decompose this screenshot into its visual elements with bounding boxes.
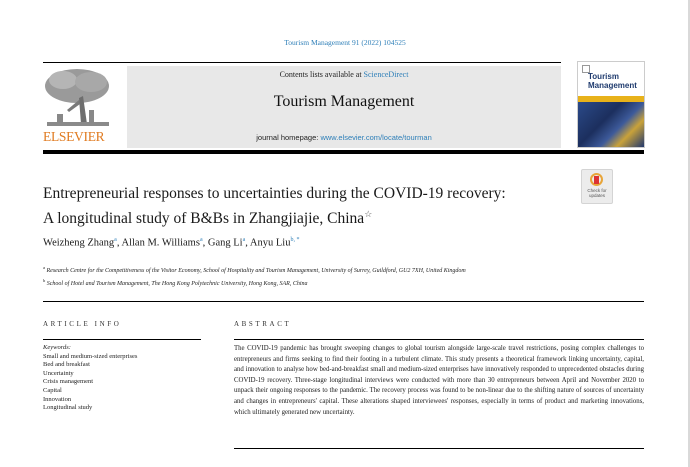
badge-line1: Check for: [587, 188, 607, 193]
keyword-item: Uncertainty: [43, 369, 74, 377]
author-affil-mark[interactable]: b, *: [290, 237, 300, 243]
check-for-updates-button[interactable]: [581, 169, 613, 204]
article-info-rule: [43, 339, 201, 340]
cover-title-line2: Management: [588, 81, 637, 90]
keywords-label: Keywords:: [43, 344, 71, 351]
abstract-heading: ABSTRACT: [234, 320, 292, 328]
journal-homepage-link[interactable]: www.elsevier.com/locate/tourman: [320, 133, 432, 142]
author-affil-mark[interactable]: a: [114, 237, 117, 243]
affiliation-mark: a: [43, 265, 45, 270]
sciencedirect-link[interactable]: ScienceDirect: [363, 70, 409, 79]
affiliation-mark: b: [43, 278, 46, 283]
cover-title-line1: Tourism: [588, 72, 619, 81]
abstract-text: The COVID-19 pandemic has brought sweeping changes to global tourism alongside large-scale travel restrictions, posing complex challenges to entrepreneurs and firms seeking to find their footing in a turbulent climate. This study presents a theoretical framework linking uncertainty, capital, and innovation to analyse how bed-and-breakfast small and medium-sized enterprises have innovatively responded to unprecedented obstacles during COVID-19 recovery. Three-stage longitudinal interviews were conducted with more than 30 entrepreneurs between April and November 2020 to unpack their ongoing responses to the pandemic. The recovery process was found to be non-linear due to the shifting nature of sources of uncertainty and changes in entrepreneurs' capital. These alterations shaped interviewees' responses, especially in terms of product and marketing innovations, which ultimately generated new uncertainty.: [234, 345, 644, 416]
abstract-bottom-rule: [234, 448, 644, 449]
author-name[interactable]: Allan M. Williams: [121, 237, 200, 249]
keyword-item: Bed and breakfast: [43, 361, 90, 369]
article-title-line2-wrap: [43, 204, 583, 229]
affiliation-item: [43, 276, 588, 289]
author-name[interactable]: Anyu Liu: [249, 237, 291, 249]
keyword-item: Capital: [43, 386, 62, 394]
affiliation-item: [43, 263, 588, 276]
keyword-item: Longitudinal study: [43, 404, 93, 412]
article-title-line1: Entrepreneurial responses to uncertainties during the COVID-19 recovery:: [43, 185, 506, 202]
keyword-item: Crisis management: [43, 378, 94, 386]
contents-prefix: Contents lists available at: [279, 70, 364, 79]
keyword-item: Small and medium-sized enterprises: [43, 352, 138, 360]
journal-banner: [127, 66, 561, 148]
header-thick-rule: [43, 150, 644, 154]
header-rule: [43, 62, 561, 63]
check-for-updates-label: [582, 188, 612, 198]
affiliations: [43, 263, 588, 289]
elsevier-tree-icon: [43, 66, 113, 130]
article-title: [43, 184, 583, 229]
author-name[interactable]: Gang Li: [207, 237, 243, 249]
author-name[interactable]: Weizheng Zhang: [43, 237, 115, 249]
elsevier-logo[interactable]: [43, 66, 113, 148]
update-bookmark-icon: [594, 176, 599, 184]
abstract-rule: [234, 339, 644, 340]
homepage-line: [127, 133, 561, 142]
affiliation-rule: [43, 301, 644, 302]
journal-title: Tourism Management: [273, 93, 415, 110]
journal-citation[interactable]: Tourism Management 91 (2022) 104525: [284, 38, 406, 47]
journal-cover-image[interactable]: [577, 61, 645, 148]
contents-line: [127, 70, 561, 79]
author-separator: ,: [116, 237, 122, 249]
keyword-item: Innovation: [43, 395, 72, 403]
elsevier-wordmark: ELSEVIER: [43, 129, 105, 144]
author-affil-mark[interactable]: a: [199, 237, 203, 243]
author-separator: ,: [245, 237, 250, 249]
cover-photo: [578, 102, 644, 147]
affiliation-text: Research Centre for the Competitiveness of the Visitor Economy, School of Hospitality and Tourism Management, University of Surrey, Guildford, GU2 7XH, United Kingdom: [46, 268, 466, 274]
title-footnote-star[interactable]: ☆: [364, 209, 373, 219]
article-title-line2: A longitudinal study of B&Bs in Zhangjiajie, China: [43, 210, 365, 228]
author-affil-mark[interactable]: a: [242, 237, 246, 243]
badge-line2: updates: [588, 193, 605, 198]
cover-title: [588, 72, 637, 90]
keywords-list: [43, 344, 213, 413]
homepage-prefix: journal homepage:: [256, 133, 321, 142]
affiliation-text: School of Hotel and Tourism Management, The Hong Kong Polytechnic University, Hong Kong, SAR, China: [46, 281, 308, 287]
author-separator: ,: [202, 237, 208, 249]
article-info-heading: ARTICLE INFO: [43, 320, 122, 328]
author-list: [43, 237, 299, 249]
